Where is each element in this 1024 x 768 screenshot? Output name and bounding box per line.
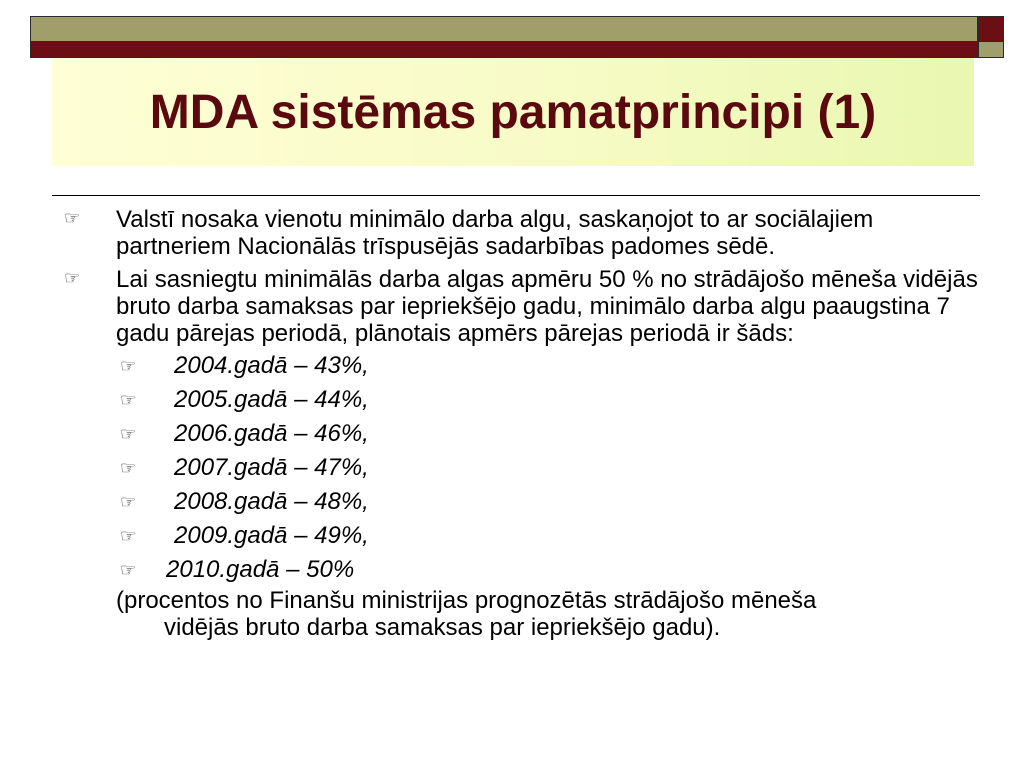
footnote-text bbox=[60, 587, 980, 641]
sub-bullet-text: 2008.gadā – 48%, bbox=[174, 488, 369, 515]
bullet-item bbox=[60, 266, 980, 347]
sub-bullet-item bbox=[60, 519, 980, 553]
slide-title: MDA sistēmas pamatprincipi (1) bbox=[149, 85, 877, 139]
pointing-hand-icon: ☞ bbox=[120, 526, 137, 546]
sub-bullet-text: 2007.gadā – 47%, bbox=[174, 454, 369, 481]
pointing-hand-icon: ☞ bbox=[120, 390, 137, 410]
sub-bullet-text: 2006.gadā – 46%, bbox=[174, 420, 369, 447]
sub-bullet-item bbox=[60, 485, 980, 519]
pointing-hand-icon: ☞ bbox=[64, 208, 81, 228]
bullet-text: Valstī nosaka vienotu minimālo darba algu, saskaņojot to ar sociālajiem partneriem Nacionālās trīspusējās sadarbības padomes sēdē. bbox=[116, 206, 874, 260]
sub-bullet-item bbox=[60, 451, 980, 485]
pointing-hand-icon: ☞ bbox=[120, 458, 137, 478]
title-divider bbox=[52, 195, 980, 196]
sub-bullet-item bbox=[60, 383, 980, 417]
footnote-line-1: (procentos no Finanšu ministrijas prognozētās strādājošo mēneša bbox=[116, 587, 817, 614]
pointing-hand-icon: ☞ bbox=[120, 424, 137, 444]
footnote-line-2: vidējās bruto darba samaksas par iepriekšējo gadu). bbox=[164, 614, 721, 641]
bullet-item bbox=[60, 206, 980, 260]
pointing-hand-icon: ☞ bbox=[120, 356, 137, 376]
sub-bullet-item bbox=[60, 553, 980, 587]
sub-bullet-text: 2005.gadā – 44%, bbox=[174, 386, 369, 413]
bullet-text: Lai sasniegtu minimālās darba algas apmēru 50 % no strādājošo mēneša vidējās bruto darba samaksas par iepriekšējo gadu, minimālo darba algu paaugstina 7 gadu pārejas periodā, plānotais apmērs pārejas periodā ir šāds: bbox=[116, 266, 978, 347]
sub-bullet-text: 2009.gadā – 49%, bbox=[174, 522, 369, 549]
sub-bullet-text: 2010.gadā – 50% bbox=[166, 556, 355, 583]
header-maroon-bar bbox=[30, 42, 978, 58]
sub-bullet-item bbox=[60, 417, 980, 451]
header-olive-bar bbox=[30, 16, 978, 42]
header-olive-square bbox=[978, 42, 1004, 58]
pointing-hand-icon: ☞ bbox=[120, 560, 137, 580]
sub-bullet-item bbox=[60, 349, 980, 383]
header-maroon-square bbox=[978, 16, 1004, 42]
pointing-hand-icon: ☞ bbox=[120, 492, 137, 512]
slide-body bbox=[60, 206, 980, 641]
sub-bullet-text: 2004.gadā – 43%, bbox=[174, 352, 369, 379]
pointing-hand-icon: ☞ bbox=[64, 268, 81, 288]
